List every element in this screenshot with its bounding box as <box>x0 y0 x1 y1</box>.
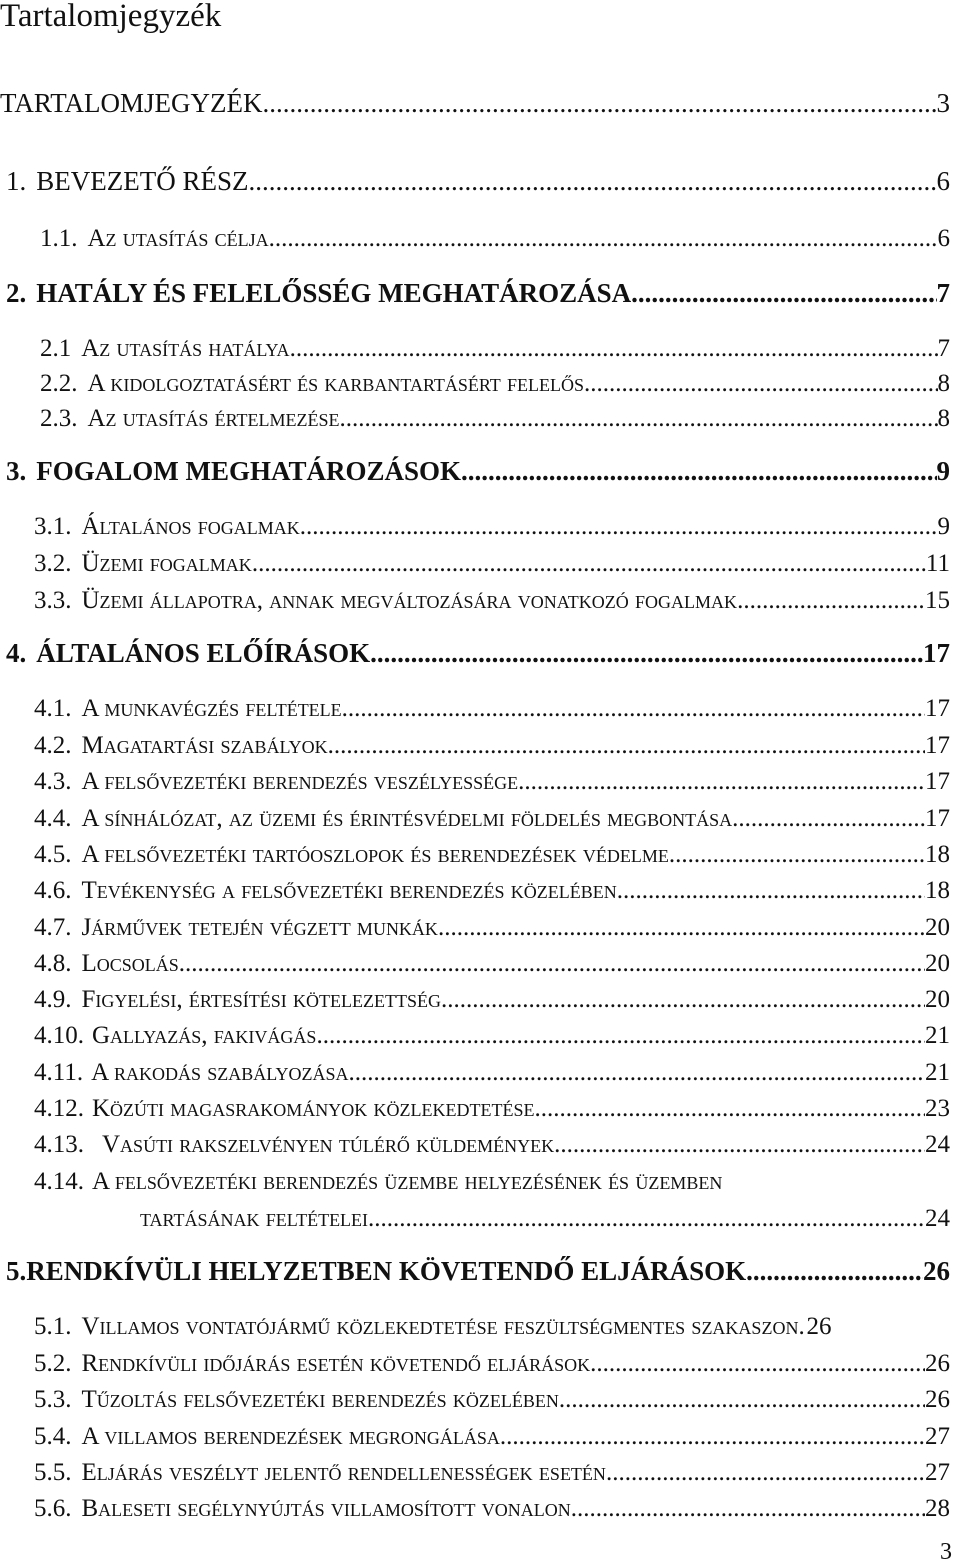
toc-entry-label: Baleseti segélynyújtás villamosított vonalon <box>81 1495 571 1522</box>
toc-entry-2[interactable] <box>6 278 950 309</box>
toc-entry-page: 26 <box>806 1313 832 1340</box>
toc-entry-1[interactable] <box>6 166 950 197</box>
leader-dots <box>248 166 936 197</box>
leader-dots <box>535 1095 925 1123</box>
toc-entry-label: Villamos vontatójármű közlekedtetése feszültségmentes szakaszon <box>81 1313 799 1340</box>
toc-entry-page: 26 <box>925 1386 950 1413</box>
toc-entry-page: 18 <box>925 841 950 868</box>
toc-entry-number: 1.1. <box>40 225 78 252</box>
leader-dots <box>348 1059 925 1087</box>
toc-entry-4-14-cont[interactable] <box>140 1205 950 1233</box>
leader-dots <box>300 513 938 541</box>
toc-entry-label: FOGALOM MEGHATÁROZÁSOK <box>36 456 462 486</box>
toc-entry-page: 21 <box>925 1059 950 1086</box>
toc-entry-number: 3.1. <box>34 513 72 540</box>
toc-entry-page: 20 <box>925 986 950 1013</box>
toc-entry-label: TARTALOMJEGYZÉK <box>0 88 263 118</box>
toc-entry-number: 4.1. <box>34 695 72 722</box>
toc-entry-number: 5.4. <box>34 1423 72 1450</box>
leader-dots <box>584 370 937 398</box>
toc-entry-5-2[interactable] <box>34 1350 950 1378</box>
toc-entry-number: 3.3. <box>34 587 72 614</box>
toc-entry-number: 4.12. <box>34 1095 84 1122</box>
toc-entry-label: Az utasítás célja <box>87 225 269 252</box>
leader-dots <box>179 950 925 978</box>
toc-entry-page: 21 <box>925 1022 950 1049</box>
toc-entry-3-1[interactable] <box>34 513 950 541</box>
toc-entry-4-11[interactable] <box>34 1059 950 1087</box>
leader-dots <box>316 1022 925 1050</box>
leader-dots <box>290 335 938 363</box>
toc-entry-3[interactable] <box>6 456 950 487</box>
leader-dots <box>263 88 937 119</box>
toc-entry-3-3[interactable] <box>34 587 950 615</box>
toc-entry-page: 18 <box>925 877 950 904</box>
toc-entry-page: 11 <box>925 550 950 577</box>
toc-entry-4-5[interactable] <box>34 841 950 869</box>
toc-entry-4[interactable] <box>6 638 950 669</box>
toc-entry-3-2[interactable] <box>34 550 950 578</box>
toc-entry-number: 2.2. <box>40 370 78 397</box>
toc-entry-label: Üzemi fogalmak <box>81 550 252 577</box>
toc-entry-label: A felsővezetéki tartóoszlopok és berendezések védelme <box>81 841 669 868</box>
toc-entry-label: BEVEZETŐ RÉSZ <box>36 166 249 196</box>
toc-entry-label: Az utasítás hatálya <box>81 335 290 362</box>
toc-entry-4-9[interactable] <box>34 986 950 1014</box>
toc-entry-2-2[interactable] <box>40 370 950 398</box>
leader-dots <box>669 841 925 869</box>
toc-entry-page: 20 <box>925 914 950 941</box>
toc-entry-page: 3 <box>936 88 950 118</box>
toc-entry-page: 7 <box>936 278 950 308</box>
toc-entry-number: 4.6. <box>34 877 72 904</box>
leader-dots <box>269 225 938 253</box>
toc-entry-number: 4.4. <box>34 805 72 832</box>
toc-entry-page: 27 <box>925 1423 950 1450</box>
toc-entry-number: 4. <box>6 638 27 668</box>
toc-entry-4-6[interactable] <box>34 877 950 905</box>
toc-entry-4-4[interactable] <box>34 805 950 833</box>
leader-dots <box>328 732 925 760</box>
leader-dots <box>441 986 925 1014</box>
toc-entry-2-3[interactable] <box>40 405 950 433</box>
toc-entry-2-1[interactable] <box>40 335 950 363</box>
toc-entry-number: 5.6. <box>34 1495 72 1522</box>
leader-dots <box>590 1350 925 1378</box>
toc-entry-page: 8 <box>937 370 950 397</box>
toc-entry-label: HATÁLY ÉS FELELŐSSÉG MEGHATÁROZÁSA <box>36 278 632 308</box>
toc-entry-number: 4.10. <box>34 1022 84 1049</box>
leader-dots <box>737 587 925 615</box>
toc-entry-number: 5. <box>6 1256 27 1286</box>
toc-entry-number: 2. <box>6 278 27 308</box>
toc-entry-page: 17 <box>925 695 950 722</box>
toc-entry-label: A felsővezetéki berendezés veszélyessége <box>81 768 519 795</box>
toc-entry-page: 7 <box>937 335 950 362</box>
toc-entry-number: 4.11. <box>34 1059 84 1086</box>
toc-entry-label: ÁLTALÁNOS ELŐÍRÁSOK <box>36 638 371 668</box>
toc-entry-label: Járművek tetején végzett munkák <box>81 914 438 941</box>
toc-entry-label: tartásának feltételei <box>140 1205 369 1232</box>
toc-entry-number: 4.8. <box>34 950 72 977</box>
toc-entry-page: 27 <box>925 1459 950 1486</box>
toc-entry-page: 6 <box>937 225 950 252</box>
toc-entry-number: 4.2. <box>34 732 72 759</box>
toc-entry-number: 4.5. <box>34 841 72 868</box>
leader-dots <box>340 405 938 433</box>
toc-entry-4-12[interactable] <box>34 1095 950 1123</box>
toc-entry-label: Rendkívüli időjárás esetén követendő eljárások <box>81 1350 591 1377</box>
toc-entry-page: 26 <box>925 1350 950 1377</box>
toc-entry-5-6[interactable] <box>34 1495 950 1523</box>
toc-entry-page: 20 <box>925 950 950 977</box>
toc-entry-4-10[interactable] <box>34 1022 950 1050</box>
toc-entry-label: Tűzoltás felsővezetéki berendezés közelében <box>81 1386 559 1413</box>
toc-entry-page: 26 <box>923 1256 950 1286</box>
toc-entry-number: 5.1. <box>34 1313 72 1340</box>
page-number: 3 <box>940 1539 952 1565</box>
toc-entry-page: 17 <box>925 768 950 795</box>
toc-entry-label: Vasúti rakszelvényen túlérő küldemények <box>102 1131 555 1158</box>
toc-entry-page: 15 <box>925 587 950 614</box>
toc-entry-label: Az utasítás értelmezése <box>87 405 340 432</box>
toc-entry-4-13[interactable] <box>34 1131 950 1159</box>
leader-dots <box>631 278 936 309</box>
leader-dots <box>342 695 925 723</box>
toc-entry-page: 9 <box>936 456 950 486</box>
toc-entry-1-1[interactable] <box>40 225 950 253</box>
leader-dots <box>746 1256 923 1287</box>
leader-dots <box>617 877 925 905</box>
toc-entry-page: 23 <box>925 1095 950 1122</box>
toc-entry-label: A felsővezetéki berendezés üzembe helyezésének és üzemben <box>92 1168 723 1195</box>
toc-entry-page: 28 <box>925 1495 950 1522</box>
toc-entry-label: Közúti magasrakományok közlekedtetése <box>92 1095 535 1122</box>
toc-entry-4-7[interactable] <box>34 914 950 942</box>
toc-entry-4-1[interactable] <box>34 695 950 723</box>
toc-entry-number: 5.3. <box>34 1386 72 1413</box>
leader-dots <box>732 805 925 833</box>
toc-entry-label: Gallyazás, fakivágás <box>92 1022 317 1049</box>
toc-entry-label: Magatartási szabályok <box>81 732 328 759</box>
toc-entry-label: A sínhálózat, az üzemi és érintésvédelmi földelés megbontása <box>81 805 733 832</box>
toc-entry-page: 17 <box>923 638 950 668</box>
leader-dots <box>370 638 923 669</box>
toc-entry-label: Tevékenység a felsővezetéki berendezés közelében <box>81 877 617 904</box>
toc-entry-label: A kidolgoztatásért és karbantartásért felelős <box>87 370 585 397</box>
toc-entry-number: 3.2. <box>34 550 72 577</box>
leader-dots <box>559 1386 925 1414</box>
toc-entry-4-8[interactable] <box>34 950 950 978</box>
toc-entry-page: 24 <box>925 1131 950 1158</box>
toc-entry-number: 4.3. <box>34 768 72 795</box>
toc-entry-5-5[interactable] <box>34 1459 950 1487</box>
toc-entry-number: 4.13. <box>34 1131 84 1158</box>
leader-dots <box>461 456 936 487</box>
toc-entry-label: A rakodás szabályozása <box>91 1059 349 1086</box>
toc-entry-label: Üzemi állapotra, annak megváltozására vonatkozó fogalmak <box>81 587 738 614</box>
toc-entry-5-4[interactable] <box>34 1423 950 1451</box>
leader-space <box>798 1313 806 1341</box>
toc-entry-page: 17 <box>925 805 950 832</box>
toc-entry-page: 6 <box>936 166 950 196</box>
toc-entry-label: Figyelési, értesítési kötelezettség <box>81 986 442 1013</box>
leader-dots <box>571 1495 925 1523</box>
toc-entry-number: 3. <box>6 456 27 486</box>
toc-entry-label: A villamos berendezések megrongálása <box>81 1423 500 1450</box>
toc-entry-label: A munkavégzés feltétele <box>81 695 342 722</box>
leader-dots <box>368 1205 925 1233</box>
toc-entry-tartalomjegyzek[interactable] <box>0 88 950 119</box>
toc-entry-page: 17 <box>925 732 950 759</box>
toc-entry-page: 24 <box>925 1205 950 1232</box>
toc-entry-5-1[interactable] <box>34 1313 950 1341</box>
toc-entry-5[interactable] <box>6 1256 950 1287</box>
toc-entry-label: Eljárás veszélyt jelentő rendellenességek esetén <box>81 1459 606 1486</box>
toc-entry-4-14[interactable] <box>34 1168 950 1196</box>
toc-entry-4-3[interactable] <box>34 768 950 796</box>
leader-dots <box>554 1131 925 1159</box>
toc-entry-5-3[interactable] <box>34 1386 950 1414</box>
leader-dots <box>252 550 926 578</box>
toc-entry-page: 8 <box>937 405 950 432</box>
toc-entry-number: 4.7. <box>34 914 72 941</box>
toc-entry-label: RENDKÍVÜLI HELYZETBEN KÖVETENDŐ ELJÁRÁSOK <box>26 1256 747 1286</box>
toc-entry-number: 1. <box>6 166 27 196</box>
toc-entry-number: 2.3. <box>40 405 78 432</box>
toc-entry-label: Locsolás <box>81 950 179 977</box>
toc-entry-label: Általános fogalmak <box>81 513 300 540</box>
leader-dots <box>500 1423 925 1451</box>
page-title: Tartalomjegyzék <box>0 0 222 34</box>
leader-dots <box>518 768 925 796</box>
toc-entry-4-2[interactable] <box>34 732 950 760</box>
toc-entry-number: 5.5. <box>34 1459 72 1486</box>
toc-entry-number: 5.2. <box>34 1350 72 1377</box>
leader-dots <box>606 1459 925 1487</box>
toc-entry-page: 9 <box>937 513 950 540</box>
toc-entry-number: 2.1 <box>40 335 72 362</box>
toc-entry-number: 4.9. <box>34 986 72 1013</box>
toc-entry-number: 4.14. <box>34 1168 84 1195</box>
leader-dots <box>438 914 925 942</box>
